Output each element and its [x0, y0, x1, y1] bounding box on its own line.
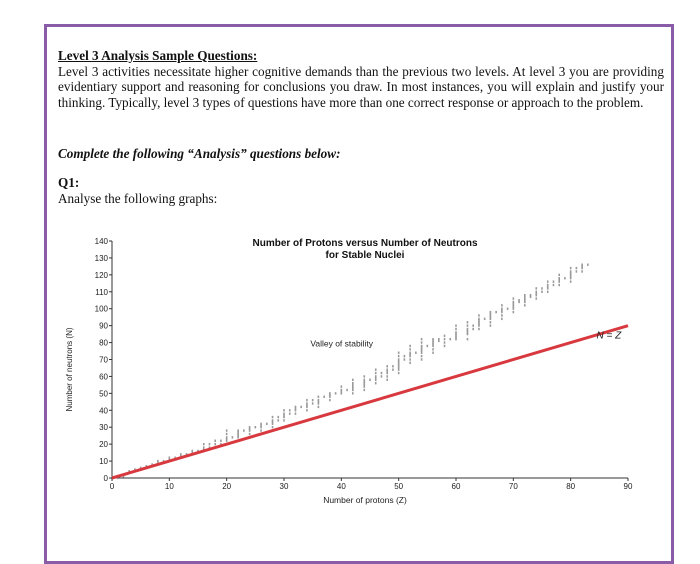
data-point	[524, 294, 526, 296]
data-point	[237, 429, 239, 431]
data-point	[169, 456, 171, 458]
data-point	[398, 355, 400, 357]
x-tick-label: 0	[109, 482, 115, 491]
y-tick-label: 40	[99, 406, 108, 416]
y-tick-label: 20	[99, 440, 108, 450]
data-point	[421, 355, 423, 357]
data-point	[455, 328, 457, 330]
y-tick-label: 110	[95, 287, 108, 297]
data-point	[472, 328, 474, 330]
data-point	[501, 314, 503, 316]
y-tick-label: 130	[94, 253, 108, 263]
data-point	[283, 409, 285, 411]
data-point	[421, 338, 423, 340]
data-point	[243, 429, 245, 431]
n-equals-z-label: N = Z	[596, 330, 622, 342]
data-point	[564, 277, 566, 279]
data-point	[289, 412, 291, 414]
data-point	[214, 443, 216, 445]
data-point	[289, 409, 291, 411]
data-point	[329, 399, 331, 401]
data-point	[535, 287, 537, 289]
x-tick-label: 60	[451, 482, 461, 491]
data-point	[323, 396, 325, 398]
data-point	[444, 341, 446, 343]
data-point	[432, 352, 434, 354]
data-point	[553, 284, 555, 286]
data-point	[381, 372, 383, 374]
data-point	[375, 372, 377, 374]
data-point	[421, 341, 423, 343]
x-tick-label: 20	[222, 482, 232, 491]
x-tick-label: 30	[279, 482, 289, 491]
y-axis-label: Number of neutrons (N)	[65, 327, 74, 412]
data-point	[581, 264, 583, 266]
data-point	[203, 443, 205, 445]
data-point	[472, 324, 474, 326]
data-point	[530, 294, 532, 296]
data-point	[576, 270, 578, 272]
data-point	[490, 311, 492, 313]
y-tick-label: 90	[99, 321, 108, 331]
chart-title: Number of Protons versus Number of Neutrons	[252, 238, 478, 249]
data-point	[535, 291, 537, 293]
data-point	[283, 419, 285, 421]
data-point	[478, 314, 480, 316]
data-point	[341, 389, 343, 391]
data-point	[306, 409, 308, 411]
data-point	[541, 291, 543, 293]
data-point	[341, 385, 343, 387]
data-point	[157, 460, 159, 462]
data-point	[220, 440, 222, 442]
data-point	[518, 299, 520, 301]
data-point	[570, 280, 572, 282]
x-tick-label: 80	[566, 482, 576, 491]
valley-annotation: Valley of stability	[310, 338, 374, 349]
data-point	[478, 318, 480, 320]
data-point	[444, 338, 446, 340]
data-point	[226, 433, 228, 435]
data-point	[547, 280, 549, 282]
data-point	[438, 338, 440, 340]
data-point	[587, 264, 589, 266]
data-point	[386, 375, 388, 377]
y-tick-label: 100	[94, 304, 108, 314]
x-axis-label: Number of protons (Z)	[323, 495, 407, 505]
data-point	[352, 379, 354, 381]
data-point	[260, 429, 262, 431]
data-point	[553, 280, 555, 282]
data-point	[455, 324, 457, 326]
data-point	[478, 328, 480, 330]
data-point	[260, 423, 262, 425]
data-point	[404, 355, 406, 357]
data-point	[346, 389, 348, 391]
section-paragraph: Level 3 activities necessitate higher cognitive demands than the previous two levels. At level 3 you are providing evidentiary support and reasoning for conclusions you draw. In most instances, you will explain and justify your thinking. Typically, level 3 types of questions have more than one correct response or approach to the problem.	[58, 63, 664, 110]
data-point	[226, 436, 228, 438]
data-point	[404, 358, 406, 360]
data-point	[386, 368, 388, 370]
data-point	[272, 416, 274, 418]
data-point	[375, 375, 377, 377]
y-tick-label: 70	[99, 355, 108, 365]
y-tick-label: 80	[99, 338, 108, 348]
y-tick-label: 140	[94, 237, 108, 246]
data-point	[363, 389, 365, 391]
y-tick-label: 60	[99, 372, 108, 382]
data-point	[501, 308, 503, 310]
data-point	[266, 423, 268, 425]
data-point	[306, 399, 308, 401]
data-point	[409, 358, 411, 360]
section-heading: Level 3 Analysis Sample Questions:	[58, 48, 258, 63]
data-point	[226, 429, 228, 431]
data-point	[444, 345, 446, 347]
data-point	[386, 365, 388, 367]
data-point	[255, 426, 257, 428]
data-point	[501, 304, 503, 306]
data-point	[375, 382, 377, 384]
data-point	[535, 297, 537, 299]
data-point	[576, 267, 578, 269]
data-point	[547, 284, 549, 286]
data-point	[295, 406, 297, 408]
data-point	[558, 274, 560, 276]
data-point	[455, 331, 457, 333]
data-point	[363, 375, 365, 377]
data-point	[427, 345, 429, 347]
question-text: Analyse the following graphs:	[58, 191, 218, 206]
data-point	[570, 267, 572, 269]
data-point	[513, 311, 515, 313]
y-tick-label: 0	[103, 474, 108, 483]
y-tick-label: 30	[99, 423, 108, 433]
x-tick-label: 40	[336, 482, 346, 491]
data-point	[444, 335, 446, 337]
data-point	[318, 399, 320, 401]
data-point	[547, 291, 549, 293]
y-tick-label: 10	[99, 457, 108, 467]
data-point	[490, 324, 492, 326]
data-point	[415, 352, 417, 354]
data-point	[249, 426, 251, 428]
data-point	[398, 372, 400, 374]
data-point	[329, 392, 331, 394]
data-point	[386, 379, 388, 381]
data-point	[392, 365, 394, 367]
data-point	[581, 270, 583, 272]
data-point	[300, 406, 302, 408]
data-point	[180, 453, 182, 455]
data-point	[409, 345, 411, 347]
data-point	[398, 352, 400, 354]
instruction-text: Complete the following “Analysis” questions below:	[58, 146, 341, 161]
data-point	[558, 277, 560, 279]
data-point	[490, 321, 492, 323]
data-point	[191, 450, 193, 452]
data-point	[558, 284, 560, 286]
data-point	[318, 406, 320, 408]
chart-subtitle: for Stable Nuclei	[325, 250, 405, 261]
data-point	[495, 311, 497, 313]
data-point	[369, 379, 371, 381]
data-point	[318, 396, 320, 398]
x-tick-label: 90	[623, 482, 633, 491]
data-point	[398, 358, 400, 360]
data-point	[449, 338, 451, 340]
data-point	[232, 436, 234, 438]
data-point	[352, 382, 354, 384]
data-point	[283, 412, 285, 414]
data-point	[432, 338, 434, 340]
data-point	[409, 348, 411, 350]
data-point	[209, 443, 211, 445]
question-label: Q1:	[58, 175, 80, 190]
data-point	[295, 412, 297, 414]
data-point	[467, 338, 469, 340]
data-point	[513, 301, 515, 303]
data-point	[432, 348, 434, 350]
data-point	[421, 358, 423, 360]
data-point	[306, 402, 308, 404]
data-point	[214, 440, 216, 442]
data-point	[312, 399, 314, 401]
data-point	[421, 345, 423, 347]
data-point	[392, 368, 394, 370]
data-point	[541, 287, 543, 289]
data-point	[570, 270, 572, 272]
x-tick-label: 70	[508, 482, 518, 491]
data-point	[363, 379, 365, 381]
data-point	[277, 419, 279, 421]
y-tick-label: 50	[99, 389, 108, 399]
data-point	[277, 416, 279, 418]
data-point	[507, 308, 509, 310]
data-point	[375, 368, 377, 370]
x-tick-label: 10	[164, 482, 174, 491]
data-point	[272, 426, 274, 428]
y-tick-label: 120	[94, 270, 108, 280]
data-point	[381, 375, 383, 377]
data-point	[513, 297, 515, 299]
data-point	[352, 392, 354, 394]
data-point	[484, 318, 486, 320]
data-point	[409, 362, 411, 364]
data-point	[501, 318, 503, 320]
data-point	[409, 352, 411, 354]
data-point	[249, 433, 251, 435]
data-point	[203, 446, 205, 448]
x-tick-label: 50	[394, 482, 404, 491]
data-point	[272, 419, 274, 421]
data-point	[467, 328, 469, 330]
data-point	[312, 402, 314, 404]
data-point	[335, 392, 337, 394]
data-point	[467, 324, 469, 326]
data-point	[524, 304, 526, 306]
data-point	[467, 321, 469, 323]
